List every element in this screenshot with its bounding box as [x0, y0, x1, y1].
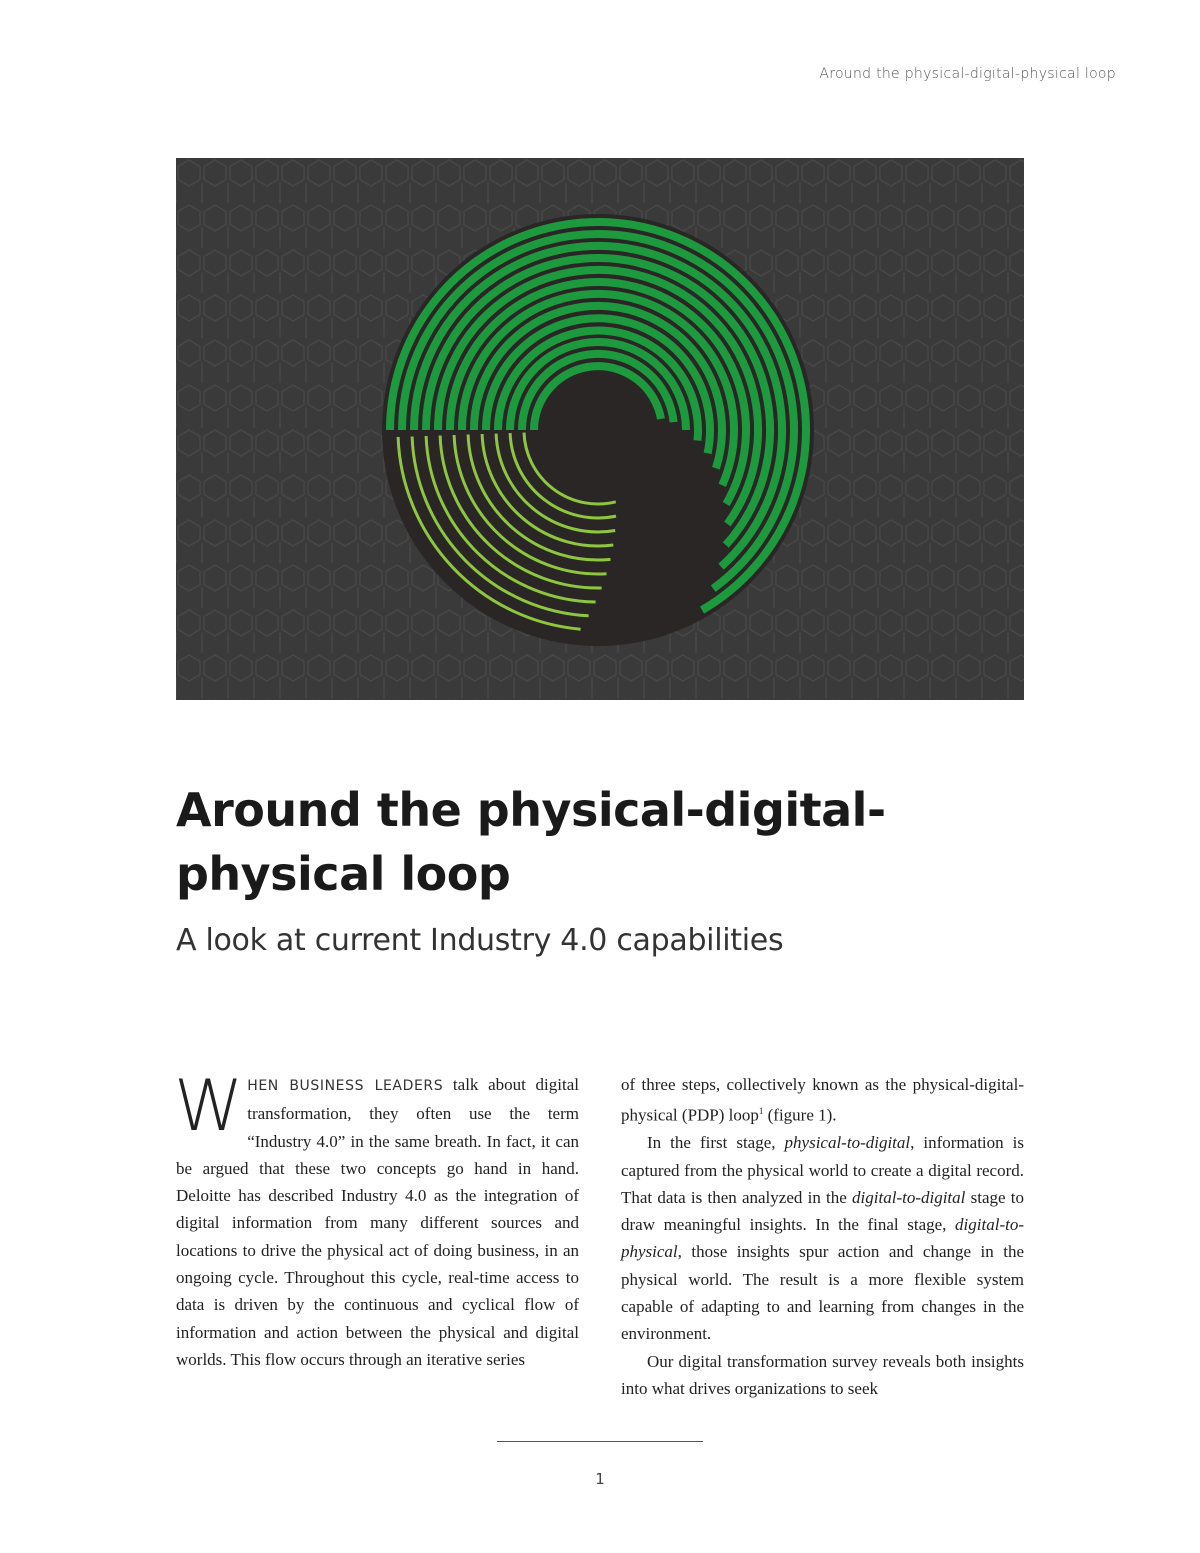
intro-body: talk about digital transformation, they often use the term “Industry 4.0” in the same breath. In fact, it can be argued that these two concepts go hand in hand. Deloitte has described Industry 4.0 as the integration of digital information from many different sources and locations to drive the physical act of doing business, in an ongoing cycle. Throughout this cycle, real-time access to data is driven by the continuous and cyclical flow of information and action between the physical and digital worlds. This flow occurs through an iterative series	[176, 1075, 579, 1369]
term-physical-to-digital: physical-to-digital	[784, 1133, 911, 1153]
lead-in: HEN BUSINESS LEADERS	[247, 1078, 444, 1094]
page-number: 1	[595, 1470, 605, 1488]
concentric-loop-graphic	[176, 158, 1024, 700]
paragraph-stages	[621, 1129, 1024, 1347]
paragraph-pdp-loop	[621, 1071, 1024, 1129]
pdp-loop-text: of three steps, collectively known as the physical-digital-physical (PDP) loop	[621, 1075, 1024, 1125]
term-digital-to-digital: digital-to-digital	[852, 1187, 966, 1207]
stages-text-2: , information is captured from the physical world to create a digital record. That data is then analyzed in the	[621, 1133, 1024, 1207]
footnote-marker[interactable]: 1	[758, 1106, 764, 1117]
stages-text-3: stage to draw meaningful insights. In the final stage,	[621, 1187, 1024, 1235]
term-digital-to-physical: digital-to-physical	[621, 1215, 1024, 1262]
intro-paragraph	[174, 1065, 579, 1373]
figure-reference: (figure 1).	[763, 1105, 837, 1125]
right-column	[621, 1071, 1024, 1402]
paragraph-survey: Our digital transformation survey reveals both insights into what drives organizations to seek	[621, 1351, 1024, 1398]
running-header: Around the physical-digital-physical loop	[819, 66, 1116, 82]
footer-rule	[497, 1441, 703, 1442]
stages-text-1: In the first stage,	[647, 1133, 785, 1153]
article-title: Around the physical-digital-physical loop	[176, 783, 886, 901]
hero-image	[176, 158, 1024, 700]
left-column	[174, 1065, 579, 1373]
article-subtitle: A look at current Industry 4.0 capabilities	[176, 923, 784, 958]
drop-cap: W	[174, 1065, 244, 1147]
stages-text-4: , those insights spur action and change in the physical world. The result is a more flexible system capable of adapting to and learning from changes in the environment.	[621, 1242, 1024, 1344]
